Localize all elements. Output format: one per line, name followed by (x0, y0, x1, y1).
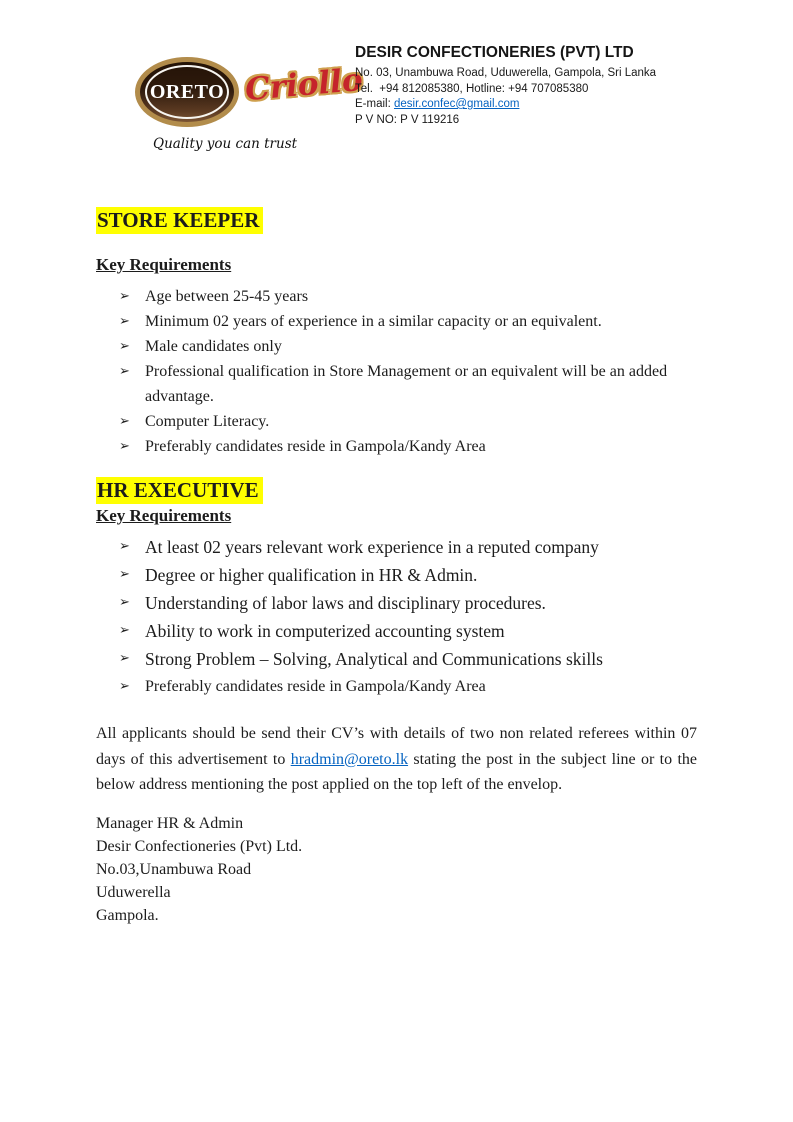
requirement-text: Professional qualification in Store Management or an equivalent will be an added advantage. (145, 363, 668, 405)
email-label: E-mail: (355, 98, 394, 110)
requirement-text: Age between 25-45 years (145, 288, 309, 305)
bullet-arrow-icon: ➢ (119, 314, 130, 329)
application-text-after: stating the post in the subject line or to the below address mentioning the post applied on the top left of the envelop. (96, 750, 697, 793)
requirement-item (96, 673, 697, 701)
application-text-before: All applicants should be send their CV’s with details of two non related referees within 07 days of this advertisement to (96, 725, 697, 768)
oreto-logo (135, 57, 239, 127)
postal-line-street: No.03,Unambuwa Road (96, 860, 252, 878)
bullet-arrow-icon: ➢ (119, 651, 130, 666)
application-instructions (96, 721, 697, 798)
company-pv-number: P V NO: P V 119216 (355, 113, 460, 126)
company-logo (135, 55, 365, 160)
bullet-arrow-icon: ➢ (119, 439, 130, 454)
requirement-text: Minimum 02 years of experience in a similar capacity or an equivalent. (145, 313, 602, 330)
requirement-text: Understanding of labor laws and disciplinary procedures. (145, 593, 546, 613)
requirement-item (96, 589, 697, 617)
key-requirements-heading-hr: Key Requirements (96, 506, 232, 525)
job-title-highlight: HR EXECUTIVE (96, 477, 263, 504)
job-section-hr-executive (96, 477, 697, 701)
requirement-item (96, 284, 697, 309)
requirement-item (96, 334, 697, 359)
oreto-logo-text: ORETO (149, 80, 225, 103)
requirement-text: Male candidates only (145, 338, 282, 355)
job-title-highlight: STORE KEEPER (96, 207, 263, 234)
job-section-store-keeper (96, 207, 697, 459)
requirement-item (96, 561, 697, 589)
logo-tagline: Quality you can trust (153, 136, 298, 152)
requirements-list-hr (96, 533, 697, 701)
job-title-store-keeper (96, 207, 697, 233)
requirement-item (96, 434, 697, 459)
bullet-arrow-icon: ➢ (119, 339, 130, 354)
company-info (355, 44, 700, 128)
postal-line-town: Uduwerella (96, 883, 171, 901)
requirement-item (96, 309, 697, 334)
bullet-arrow-icon: ➢ (119, 539, 130, 554)
requirement-text: Computer Literacy. (145, 413, 270, 430)
bullet-arrow-icon: ➢ (119, 623, 130, 638)
bullet-arrow-icon: ➢ (119, 567, 130, 582)
requirement-text: At least 02 years relevant work experience in a reputed company (145, 537, 599, 557)
company-phone: Tel. +94 812085380, Hotline: +94 707085380 (355, 82, 589, 95)
requirement-item (96, 645, 697, 673)
company-email-link[interactable]: desir.confec@gmail.com (393, 98, 520, 110)
requirement-text: Preferably candidates reside in Gampola/Kandy Area (145, 438, 486, 455)
postal-line-recipient: Manager HR & Admin (96, 814, 244, 832)
bullet-arrow-icon: ➢ (119, 679, 130, 694)
criollo-logo-text: Criollo (243, 61, 365, 109)
requirement-text: Ability to work in computerized accounting system (145, 621, 505, 641)
bullet-arrow-icon: ➢ (119, 414, 130, 429)
postal-line-company: Desir Confectioneries (Pvt) Ltd. (96, 837, 303, 855)
requirement-text: Strong Problem – Solving, Analytical and Communications skills (145, 649, 603, 669)
postal-address (96, 812, 697, 927)
requirement-item (96, 617, 697, 645)
requirement-item (96, 409, 697, 434)
application-email-link[interactable]: hradmin@oreto.lk (290, 750, 409, 768)
job-title-hr-executive (96, 477, 697, 503)
bullet-arrow-icon: ➢ (119, 289, 130, 304)
requirement-item (96, 359, 697, 409)
requirement-text: Degree or higher qualification in HR & Admin. (145, 565, 478, 585)
bullet-arrow-icon: ➢ (119, 595, 130, 610)
bullet-arrow-icon: ➢ (119, 364, 130, 379)
requirement-text: Preferably candidates reside in Gampola/Kandy Area (145, 678, 486, 695)
postal-line-city: Gampola. (96, 906, 159, 924)
key-requirements-heading-store: Key Requirements (96, 255, 232, 274)
company-name: DESIR CONFECTIONERIES (PVT) LTD (355, 44, 634, 61)
requirement-item (96, 533, 697, 561)
company-address: No. 03, Unambuwa Road, Uduwerella, Gampola, Sri Lanka (355, 67, 657, 79)
document-body (96, 207, 697, 927)
company-email-line (355, 97, 700, 113)
requirements-list-store (96, 284, 697, 459)
